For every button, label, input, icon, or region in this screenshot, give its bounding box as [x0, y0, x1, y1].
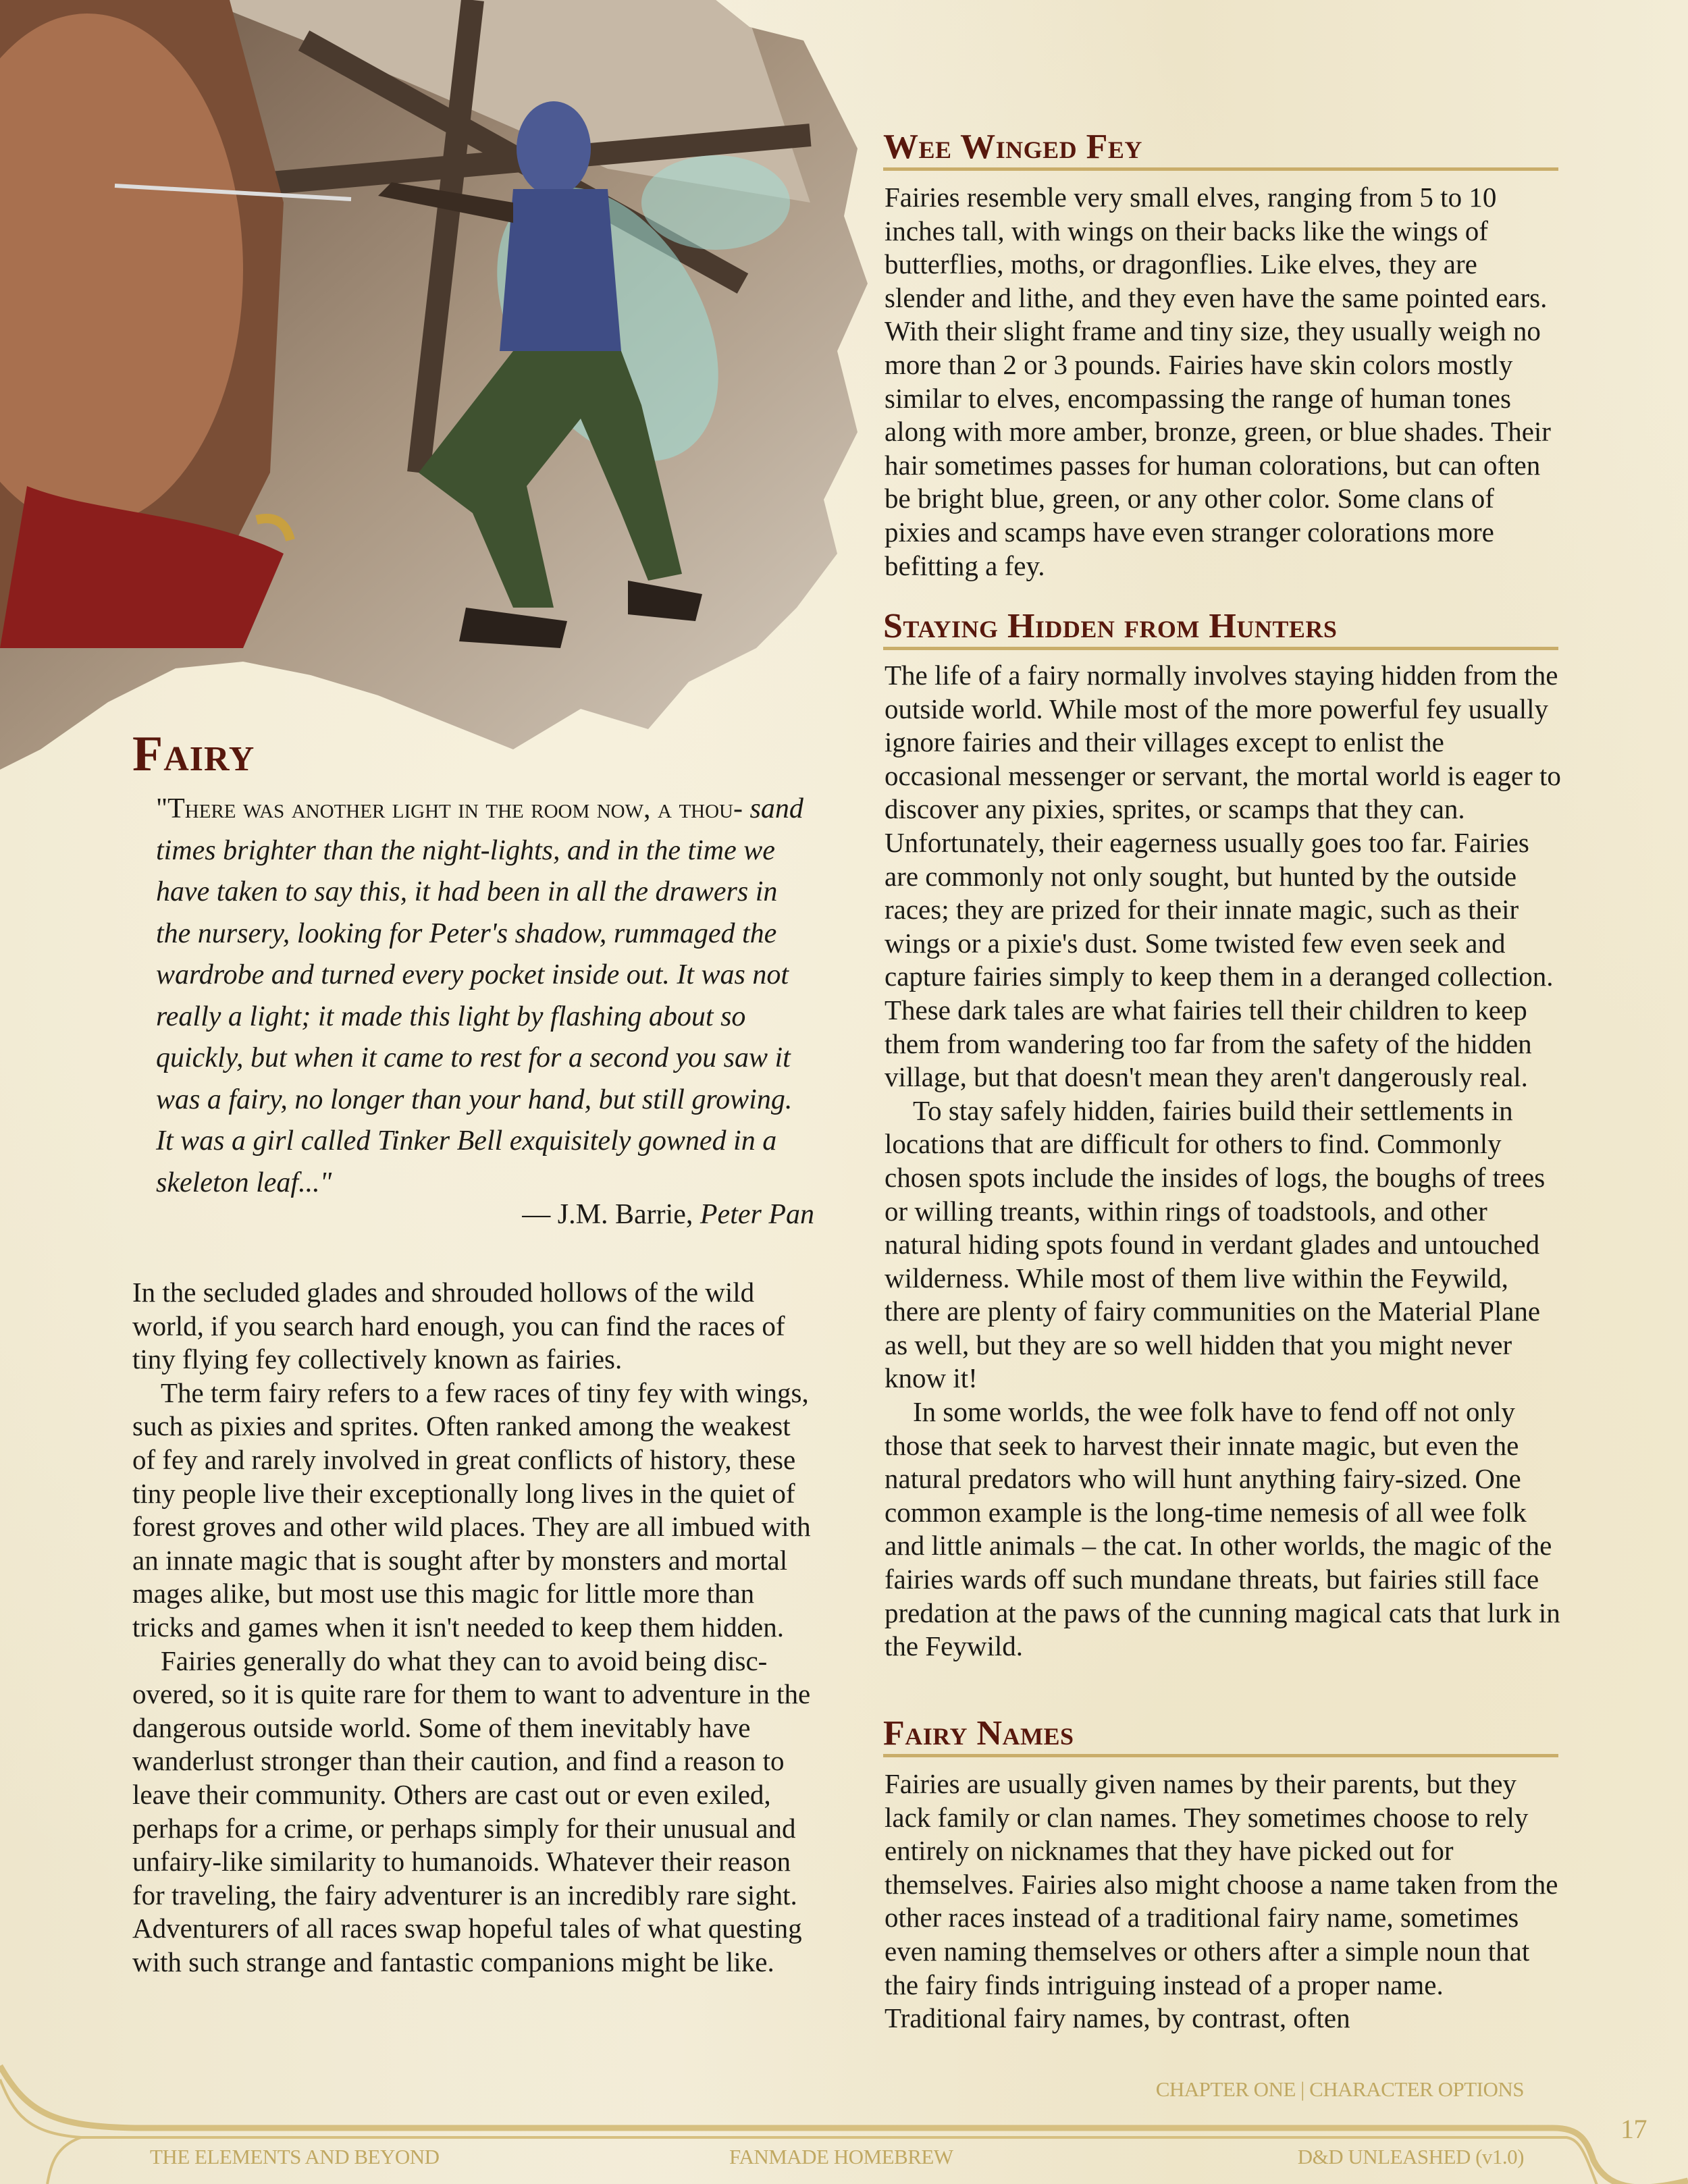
paragraph: In some worlds, the wee folk have to fend off not only those that seek to harvest their innate magic, but even the natural predators who will hunt anything fairy-sized. One common example is the long-time nemesis of all wee folk and little animals – the cat. In other worlds, the magic of the fairies wards off such mundane threats, but fairies still face predation at the paws of the cunning magical cats that lurk in the Feywild. — [885, 1396, 1560, 1662]
epigraph-quote — [156, 789, 814, 1204]
quote-work: Peter Pan — [700, 1199, 814, 1230]
quote-author: — J.M. Barrie, — [522, 1199, 700, 1230]
paragraph: In the secluded glades and shrouded hollows of the wild world, if you search hard enough, you can find the races of tiny flying fey collectively known as fairies. — [132, 1277, 785, 1375]
section-wee-winged-fey — [885, 181, 1563, 583]
footer-left: THE ELEMENTS AND BEYOND — [150, 2145, 440, 2168]
paragraph: Fairies generally do what they can to avoid being disc-overed, so it is quite rare for them to want to adventure in the dangerous outside world. Some of them inevitably have wanderlust stronger than their caution, and find a reason to leave their community. Others are cast out or even exiled, perhaps for a crime, or perhaps simply for their unusual and unfairy-like similarity to humanoids. Whatever their reason for traveling, the fairy adventurer is an incredibly rare sight. Adventurers of all races swap hopeful tales of what questing with such strange and fantastic companions might be like. — [132, 1645, 811, 1977]
footer-right: D&D UNLEASHED (v1.0) — [1297, 2145, 1524, 2168]
intro-text — [132, 1276, 814, 1979]
quote-lead: "There was another light in the room now, a thou- — [156, 793, 743, 824]
paragraph: Fairies are usually given names by their parents, but they lack family or clan names. They sometimes choose to rely entirely on nicknames that they have picked out for themselves. Fairies also might choose a name taken from the other races instead of a traditional fairy name, sometimes even naming themselves or others after a simple noun that the fairy finds intriguing instead of a proper name. Traditional fairy names, by contrast, often — [885, 1768, 1558, 2034]
paragraph: To stay safely hidden, fairies build their settlements in locations that are difficult for others to find. Commonly chosen spots include the insides of logs, the boughs of trees or willing treants, within rings of toadstools, and other natural hiding spots found in verdant glades and untouched wilderness. While most of them live within the Feywild, there are plenty of fairy communities on the Material Plane as well, but they are so well hidden that you might never know it! — [885, 1094, 1546, 1394]
section-fairy-names — [885, 1767, 1563, 2035]
paragraph: The term fairy refers to a few races of tiny fey with wings, such as pixies and sprites. Often ranked among the weakest of fey and rarely involved in great conflicts of history, these tiny people live their exceptionally long lives in the quiet of forest groves and other wild places. They are all imbued with an innate magic that is sought after by monsters and mortal mages alike, but most use this magic for little more than tricks and games when it isn't needed to keep them hidden. — [132, 1377, 811, 1643]
footer-chapter: CHAPTER ONE | CHARACTER OPTIONS — [1155, 2077, 1524, 2101]
paragraph: The life of a fairy normally involves staying hidden from the outside world. While most of the more powerful fey usually ignore fairies and their villages except to enlist the occasional messenger or servant, the mortal world is eager to discover any pixies, sprites, or scamps that they can. Unfortunately, their eagerness usually goes too far. Fairies are commonly not only sought, but hunted by the outside races; they are prized for their innate magic, such as their wings or a pixie's dust. Some twisted few even seek and capture fairies simply to keep them in a deranged collection. These dark tales are what fairies tell their children to keep them from wandering too far from the safety of the hidden village, but that doesn't mean they aren't dangerously real. — [885, 660, 1561, 1093]
page-number: 17 — [1620, 2114, 1647, 2144]
section-heading-wee-winged-fey: Wee Winged Fey — [883, 128, 1558, 171]
paragraph: Fairies resemble very small elves, ranging from 5 to 10 inches tall, with wings on their backs like the wings of butterflies, moths, or dragonflies. Like elves, they are slender and lithe, and they even have the same pointed ears. With their slight frame and tiny size, they usually weigh no more than 2 or 3 pounds. Fairies have skin colors mostly similar to elves, encompassing the range of human tones along with more amber, bronze, green, or blue shades. Their hair sometimes passes for human colorations, but can often be bright blue, green, or any other color. Some clans of pixies and scamps have even stranger colorations more befitting a fey. — [885, 182, 1551, 581]
section-heading-fairy-names: Fairy Names — [883, 1715, 1558, 1757]
footer-center: FANMADE HOMEBREW — [729, 2145, 953, 2168]
page-title: Fairy — [132, 726, 255, 782]
fairy-illustration — [0, 0, 871, 783]
section-staying-hidden — [885, 659, 1563, 1663]
quote-attribution — [522, 1198, 814, 1231]
quote-text: sand times brighter than the night-lights, and in the time we have taken to say this, it had been in all the drawers in the nursery, looking for Peter's shadow, rummaged the wardrobe and turned every pocket inside out. It was not really a light; it made this light by flashing about so quickly, but when it came to rest for a second you saw it was a fairy, no longer than your hand, but still growing. It was a girl called Tinker Bell exquisitely gowned in a skeleton leaf..." — [156, 793, 803, 1198]
section-heading-staying-hidden: Staying Hidden from Hunters — [883, 608, 1558, 650]
